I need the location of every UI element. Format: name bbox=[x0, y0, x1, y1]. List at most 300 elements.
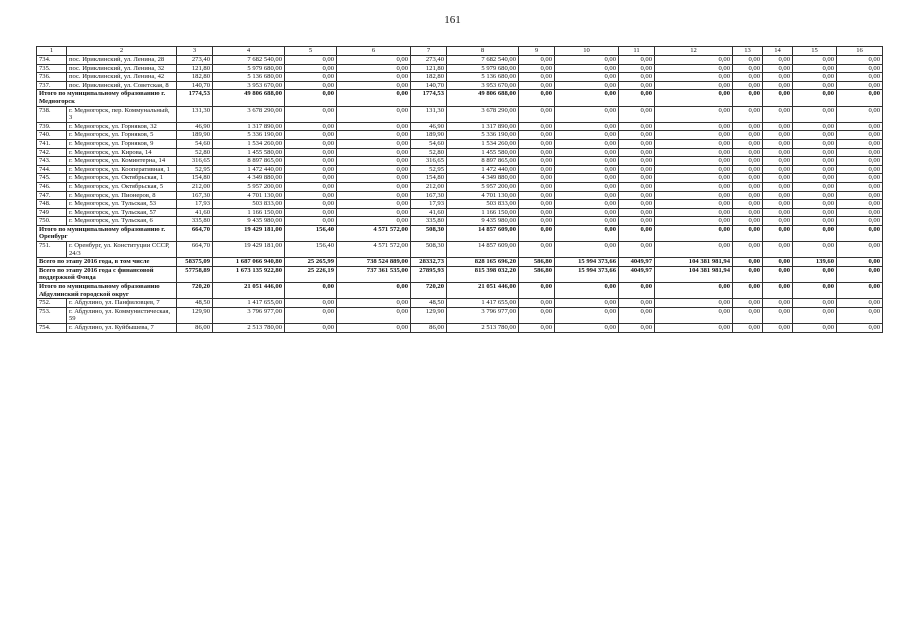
table-cell: 0,00 bbox=[337, 64, 411, 73]
table-cell: 0,00 bbox=[733, 266, 763, 282]
table-cell: 129,90 bbox=[177, 307, 213, 323]
table-cell: 0,00 bbox=[519, 73, 555, 82]
table-cell: 1 317 890,00 bbox=[213, 122, 285, 131]
table-cell: 0,00 bbox=[793, 106, 837, 122]
table-cell: 0,00 bbox=[285, 324, 337, 333]
column-number: 1 bbox=[37, 47, 67, 56]
table-cell: 0,00 bbox=[733, 283, 763, 299]
table-cell: 27895,93 bbox=[411, 266, 447, 282]
table-cell: 0,00 bbox=[837, 217, 883, 226]
table-cell: 0,00 bbox=[793, 324, 837, 333]
table-cell: 0,00 bbox=[285, 299, 337, 308]
row-number: 750. bbox=[37, 217, 67, 226]
table-cell: 129,90 bbox=[411, 307, 447, 323]
table-cell: 0,00 bbox=[655, 122, 733, 131]
table-cell: 0,00 bbox=[519, 90, 555, 106]
table-cell: 0,00 bbox=[337, 139, 411, 148]
column-number: 12 bbox=[655, 47, 733, 56]
column-number: 5 bbox=[285, 47, 337, 56]
row-number: 744. bbox=[37, 165, 67, 174]
table-cell: 3 953 670,00 bbox=[213, 81, 285, 90]
table-cell: 1774,53 bbox=[411, 90, 447, 106]
table-cell: 0,00 bbox=[337, 182, 411, 191]
table-cell: 0,00 bbox=[555, 157, 619, 166]
table-cell: 0,00 bbox=[555, 73, 619, 82]
table-cell: 154,80 bbox=[411, 174, 447, 183]
table-cell: 0,00 bbox=[285, 148, 337, 157]
table-cell: 8 897 865,00 bbox=[213, 157, 285, 166]
table-cell: 0,00 bbox=[655, 73, 733, 82]
table-cell: 19 429 181,00 bbox=[213, 225, 285, 241]
table-cell: 316,65 bbox=[411, 157, 447, 166]
table-cell: 316,65 bbox=[177, 157, 213, 166]
table-cell: 335,80 bbox=[411, 217, 447, 226]
table-cell: 0,00 bbox=[837, 157, 883, 166]
table-cell: 0,00 bbox=[285, 106, 337, 122]
table-cell: 586,80 bbox=[519, 258, 555, 267]
table-cell: 0,00 bbox=[555, 217, 619, 226]
table-row bbox=[37, 157, 883, 166]
table-cell: 0,00 bbox=[655, 242, 733, 258]
table-cell: 4 571 572,00 bbox=[337, 242, 411, 258]
table-cell: 154,80 bbox=[177, 174, 213, 183]
table-cell: 0,00 bbox=[763, 225, 793, 241]
table-cell: 0,00 bbox=[619, 324, 655, 333]
table-row bbox=[37, 131, 883, 140]
table-cell: 7 682 540,00 bbox=[213, 56, 285, 65]
table-cell: 41,60 bbox=[411, 208, 447, 217]
table-cell: 121,80 bbox=[177, 64, 213, 73]
table-cell: 1 534 260,00 bbox=[447, 139, 519, 148]
table-cell: 57758,89 bbox=[177, 266, 213, 282]
table-cell: 0,00 bbox=[655, 191, 733, 200]
table-cell: 8 897 865,00 bbox=[447, 157, 519, 166]
table-cell: 0,00 bbox=[519, 182, 555, 191]
table-cell: 5 136 680,00 bbox=[447, 73, 519, 82]
table-cell: 0,00 bbox=[793, 208, 837, 217]
address-cell: пос. Ириклинский, ул. Советская, 8 bbox=[67, 81, 177, 90]
total-label: Итого по муниципальному образованию Абдулинский городской округ bbox=[37, 283, 177, 299]
table-cell: 0,00 bbox=[555, 165, 619, 174]
table-row bbox=[37, 56, 883, 65]
address-cell: г. Медногорск, ул. Кирова, 14 bbox=[67, 148, 177, 157]
table-cell: 4049,97 bbox=[619, 258, 655, 267]
table-cell: 0,00 bbox=[655, 148, 733, 157]
table-cell: 0,00 bbox=[793, 200, 837, 209]
table-cell: 0,00 bbox=[555, 122, 619, 131]
table-cell: 25 226,19 bbox=[285, 266, 337, 282]
row-number: 748. bbox=[37, 200, 67, 209]
table-cell: 0,00 bbox=[519, 56, 555, 65]
table-cell: 41,60 bbox=[177, 208, 213, 217]
table-cell: 0,00 bbox=[655, 217, 733, 226]
table-cell: 0,00 bbox=[763, 191, 793, 200]
table-cell: 0,00 bbox=[763, 73, 793, 82]
table-cell: 0,00 bbox=[519, 106, 555, 122]
table-cell: 0,00 bbox=[733, 56, 763, 65]
table-cell: 0,00 bbox=[655, 90, 733, 106]
table-cell: 0,00 bbox=[285, 122, 337, 131]
table-cell: 0,00 bbox=[793, 131, 837, 140]
address-cell: г. Абдулино, ул. Куйбышева, 7 bbox=[67, 324, 177, 333]
table-cell: 0,00 bbox=[285, 182, 337, 191]
row-number: 754. bbox=[37, 324, 67, 333]
table-cell: 0,00 bbox=[619, 174, 655, 183]
table-cell: 1 417 655,00 bbox=[213, 299, 285, 308]
table-cell: 3 796 977,00 bbox=[213, 307, 285, 323]
table-cell: 140,70 bbox=[177, 81, 213, 90]
table-cell: 58375,09 bbox=[177, 258, 213, 267]
table-row bbox=[37, 191, 883, 200]
table-cell: 0,00 bbox=[793, 81, 837, 90]
table-cell: 335,80 bbox=[177, 217, 213, 226]
table-cell: 182,80 bbox=[177, 73, 213, 82]
table-cell: 0,00 bbox=[519, 174, 555, 183]
table-cell: 156,40 bbox=[285, 225, 337, 241]
table-cell: 19 429 181,00 bbox=[213, 242, 285, 258]
table-cell: 508,30 bbox=[411, 242, 447, 258]
table-cell: 0,00 bbox=[763, 148, 793, 157]
table-row bbox=[37, 242, 883, 258]
table-cell: 21 051 446,00 bbox=[213, 283, 285, 299]
column-number: 15 bbox=[793, 47, 837, 56]
table-cell: 0,00 bbox=[733, 131, 763, 140]
table-cell: 52,80 bbox=[411, 148, 447, 157]
table-row bbox=[37, 307, 883, 323]
address-cell: г. Абдулино, ул. Панфиловцев, 7 bbox=[67, 299, 177, 308]
table-cell: 9 435 980,00 bbox=[447, 217, 519, 226]
table-cell: 86,00 bbox=[177, 324, 213, 333]
table-cell: 503 833,00 bbox=[447, 200, 519, 209]
table-cell: 0,00 bbox=[519, 217, 555, 226]
table-cell: 0,00 bbox=[285, 64, 337, 73]
table-cell: 0,00 bbox=[519, 307, 555, 323]
table-cell: 0,00 bbox=[837, 139, 883, 148]
table-cell: 0,00 bbox=[655, 64, 733, 73]
table-cell: 0,00 bbox=[655, 182, 733, 191]
table-cell: 0,00 bbox=[837, 307, 883, 323]
total-row bbox=[37, 225, 883, 241]
table-cell: 0,00 bbox=[519, 139, 555, 148]
table-cell: 1 417 655,00 bbox=[447, 299, 519, 308]
table-cell: 25 265,99 bbox=[285, 258, 337, 267]
table-cell: 0,00 bbox=[837, 324, 883, 333]
table-cell: 664,70 bbox=[177, 242, 213, 258]
table-cell: 4 701 130,00 bbox=[447, 191, 519, 200]
table-cell: 4049,97 bbox=[619, 266, 655, 282]
table-cell: 131,30 bbox=[177, 106, 213, 122]
table-cell: 738 524 889,00 bbox=[337, 258, 411, 267]
table-cell: 0,00 bbox=[619, 73, 655, 82]
table-cell: 0,00 bbox=[285, 191, 337, 200]
table-cell: 3 953 670,00 bbox=[447, 81, 519, 90]
table-cell: 0,00 bbox=[619, 191, 655, 200]
table-cell: 0,00 bbox=[837, 208, 883, 217]
table-cell: 140,70 bbox=[411, 81, 447, 90]
table-cell: 3 678 290,00 bbox=[213, 106, 285, 122]
table-cell: 0,00 bbox=[337, 307, 411, 323]
table-cell: 0,00 bbox=[285, 200, 337, 209]
table-cell: 0,00 bbox=[655, 56, 733, 65]
table-cell: 0,00 bbox=[337, 200, 411, 209]
column-number: 3 bbox=[177, 47, 213, 56]
table-cell: 0,00 bbox=[619, 165, 655, 174]
table-cell: 0,00 bbox=[763, 165, 793, 174]
table-cell: 1 166 150,00 bbox=[447, 208, 519, 217]
table-cell: 0,00 bbox=[733, 242, 763, 258]
table-cell: 1 455 580,00 bbox=[447, 148, 519, 157]
table-cell: 0,00 bbox=[619, 200, 655, 209]
column-number: 11 bbox=[619, 47, 655, 56]
table-cell: 0,00 bbox=[555, 307, 619, 323]
table-cell: 0,00 bbox=[763, 283, 793, 299]
table-cell: 0,00 bbox=[793, 157, 837, 166]
table-cell: 5 136 680,00 bbox=[213, 73, 285, 82]
table-cell: 0,00 bbox=[555, 299, 619, 308]
table-cell: 0,00 bbox=[519, 225, 555, 241]
table-cell: 0,00 bbox=[619, 81, 655, 90]
table-cell: 0,00 bbox=[793, 307, 837, 323]
table-cell: 2 513 780,00 bbox=[213, 324, 285, 333]
table-cell: 0,00 bbox=[337, 122, 411, 131]
table-cell: 0,00 bbox=[655, 139, 733, 148]
table-cell: 0,00 bbox=[837, 64, 883, 73]
row-number: 743. bbox=[37, 157, 67, 166]
table-cell: 54,60 bbox=[177, 139, 213, 148]
table-cell: 0,00 bbox=[519, 148, 555, 157]
column-number-row bbox=[37, 47, 883, 56]
table-cell: 0,00 bbox=[619, 242, 655, 258]
table-cell: 0,00 bbox=[555, 90, 619, 106]
table-cell: 0,00 bbox=[837, 283, 883, 299]
table-cell: 0,00 bbox=[837, 242, 883, 258]
table-cell: 0,00 bbox=[655, 283, 733, 299]
table-cell: 0,00 bbox=[763, 81, 793, 90]
total-label: Итого по муниципальному образованию г. Медногорск bbox=[37, 90, 177, 106]
register-table bbox=[36, 46, 883, 333]
table-cell: 0,00 bbox=[837, 122, 883, 131]
address-cell: г. Медногорск, ул. Тульская, 53 bbox=[67, 200, 177, 209]
table-row bbox=[37, 64, 883, 73]
table-cell: 0,00 bbox=[285, 157, 337, 166]
table-cell: 0,00 bbox=[655, 165, 733, 174]
table-cell: 0,00 bbox=[655, 106, 733, 122]
table-cell: 1 687 066 940,80 bbox=[213, 258, 285, 267]
table-cell: 0,00 bbox=[837, 258, 883, 267]
address-cell: г. Абдулино, ул. Коммунистическая, 59 bbox=[67, 307, 177, 323]
total-row bbox=[37, 283, 883, 299]
table-cell: 49 806 688,00 bbox=[213, 90, 285, 106]
table-row bbox=[37, 182, 883, 191]
table-cell: 0,00 bbox=[337, 208, 411, 217]
table-cell: 52,95 bbox=[411, 165, 447, 174]
table-row bbox=[37, 299, 883, 308]
address-cell: пос. Ириклинский, ул. Ленина, 42 bbox=[67, 73, 177, 82]
table-row bbox=[37, 122, 883, 131]
column-number: 10 bbox=[555, 47, 619, 56]
table-cell: 5 957 200,00 bbox=[447, 182, 519, 191]
table-cell: 0,00 bbox=[337, 299, 411, 308]
address-cell: г. Медногорск, ул. Октябрьская, 1 bbox=[67, 174, 177, 183]
table-cell: 0,00 bbox=[837, 106, 883, 122]
table-row bbox=[37, 217, 883, 226]
table-cell: 0,00 bbox=[655, 208, 733, 217]
table-cell: 4 571 572,00 bbox=[337, 225, 411, 241]
row-number: 736. bbox=[37, 73, 67, 82]
table-cell: 46,90 bbox=[177, 122, 213, 131]
table-cell: 0,00 bbox=[793, 165, 837, 174]
table-cell: 0,00 bbox=[285, 283, 337, 299]
table-cell: 720,20 bbox=[411, 283, 447, 299]
row-number: 742. bbox=[37, 148, 67, 157]
table-cell: 1774,53 bbox=[177, 90, 213, 106]
table-cell: 0,00 bbox=[655, 81, 733, 90]
table-cell: 0,00 bbox=[763, 122, 793, 131]
table-row bbox=[37, 208, 883, 217]
table-cell: 0,00 bbox=[619, 217, 655, 226]
table-cell: 0,00 bbox=[733, 106, 763, 122]
table-cell: 167,30 bbox=[177, 191, 213, 200]
table-cell: 0,00 bbox=[555, 182, 619, 191]
address-cell: г. Медногорск, ул. Пионеров, 8 bbox=[67, 191, 177, 200]
table-cell: 0,00 bbox=[519, 157, 555, 166]
table-cell: 0,00 bbox=[733, 200, 763, 209]
table-cell: 17,93 bbox=[177, 200, 213, 209]
table-cell: 0,00 bbox=[555, 131, 619, 140]
row-number: 741. bbox=[37, 139, 67, 148]
table-cell: 0,00 bbox=[555, 324, 619, 333]
table-cell: 0,00 bbox=[733, 64, 763, 73]
table-cell: 0,00 bbox=[285, 165, 337, 174]
table-cell: 0,00 bbox=[655, 200, 733, 209]
table-cell: 0,00 bbox=[619, 122, 655, 131]
table-cell: 0,00 bbox=[837, 174, 883, 183]
column-number: 9 bbox=[519, 47, 555, 56]
table-cell: 0,00 bbox=[337, 174, 411, 183]
table-cell: 0,00 bbox=[837, 299, 883, 308]
table-cell: 0,00 bbox=[619, 283, 655, 299]
table-cell: 0,00 bbox=[837, 191, 883, 200]
table-row bbox=[37, 200, 883, 209]
table-cell: 0,00 bbox=[619, 106, 655, 122]
table-cell: 0,00 bbox=[619, 64, 655, 73]
total-label: Всего по этапу 2016 года, в том числе bbox=[37, 258, 177, 267]
table-cell: 0,00 bbox=[763, 242, 793, 258]
table-cell: 0,00 bbox=[519, 191, 555, 200]
table-cell: 0,00 bbox=[733, 299, 763, 308]
table-cell: 0,00 bbox=[733, 208, 763, 217]
total-label: Всего по этапу 2016 года с финансовой поддержкой Фонда bbox=[37, 266, 177, 282]
table-cell: 189,90 bbox=[411, 131, 447, 140]
table-cell: 0,00 bbox=[337, 90, 411, 106]
table-cell: 2 513 780,00 bbox=[447, 324, 519, 333]
row-number: 753. bbox=[37, 307, 67, 323]
table-cell: 0,00 bbox=[337, 191, 411, 200]
address-cell: г. Медногорск, ул. Коминтерна, 14 bbox=[67, 157, 177, 166]
table-cell: 1 166 150,00 bbox=[213, 208, 285, 217]
table-cell: 0,00 bbox=[793, 182, 837, 191]
table-cell: 182,80 bbox=[411, 73, 447, 82]
table-cell: 28332,73 bbox=[411, 258, 447, 267]
table-cell: 0,00 bbox=[763, 106, 793, 122]
table-cell: 0,00 bbox=[519, 165, 555, 174]
table-row bbox=[37, 148, 883, 157]
table-cell: 1 455 580,00 bbox=[213, 148, 285, 157]
table-cell: 0,00 bbox=[763, 90, 793, 106]
table-cell: 0,00 bbox=[337, 81, 411, 90]
table-row bbox=[37, 139, 883, 148]
table-cell: 0,00 bbox=[655, 157, 733, 166]
table-cell: 0,00 bbox=[285, 131, 337, 140]
table-cell: 0,00 bbox=[793, 148, 837, 157]
table-cell: 0,00 bbox=[655, 174, 733, 183]
table-cell: 0,00 bbox=[655, 324, 733, 333]
table-cell: 720,20 bbox=[177, 283, 213, 299]
table-cell: 1 317 890,00 bbox=[447, 122, 519, 131]
table-cell: 5 979 680,00 bbox=[213, 64, 285, 73]
table-cell: 0,00 bbox=[555, 242, 619, 258]
table-cell: 0,00 bbox=[519, 131, 555, 140]
table-cell: 0,00 bbox=[519, 242, 555, 258]
table-cell: 0,00 bbox=[793, 242, 837, 258]
table-row bbox=[37, 73, 883, 82]
table-cell: 0,00 bbox=[285, 81, 337, 90]
table-cell: 0,00 bbox=[837, 131, 883, 140]
table-cell: 0,00 bbox=[763, 217, 793, 226]
table-cell: 0,00 bbox=[793, 225, 837, 241]
table-cell: 0,00 bbox=[519, 283, 555, 299]
table-cell: 0,00 bbox=[837, 165, 883, 174]
table-cell: 0,00 bbox=[555, 283, 619, 299]
table-cell: 4 349 880,00 bbox=[213, 174, 285, 183]
table-cell: 0,00 bbox=[519, 299, 555, 308]
table-cell: 86,00 bbox=[411, 324, 447, 333]
column-number: 2 bbox=[67, 47, 177, 56]
address-cell: г. Оренбург, ул. Конституции СССР, 24/3 bbox=[67, 242, 177, 258]
table-cell: 0,00 bbox=[337, 73, 411, 82]
table-cell: 0,00 bbox=[555, 139, 619, 148]
table-cell: 0,00 bbox=[555, 174, 619, 183]
table-cell: 0,00 bbox=[763, 299, 793, 308]
table-cell: 0,00 bbox=[837, 56, 883, 65]
table-cell: 0,00 bbox=[619, 225, 655, 241]
table-cell: 0,00 bbox=[285, 307, 337, 323]
table-cell: 48,50 bbox=[411, 299, 447, 308]
table-cell: 14 857 609,00 bbox=[447, 225, 519, 241]
table-cell: 0,00 bbox=[555, 148, 619, 157]
table-cell: 0,00 bbox=[793, 90, 837, 106]
table-cell: 0,00 bbox=[763, 200, 793, 209]
table-row bbox=[37, 174, 883, 183]
table-cell: 0,00 bbox=[733, 122, 763, 131]
row-number: 739. bbox=[37, 122, 67, 131]
table-cell: 0,00 bbox=[285, 90, 337, 106]
table-cell: 121,80 bbox=[411, 64, 447, 73]
table-row bbox=[37, 324, 883, 333]
table-cell: 0,00 bbox=[285, 56, 337, 65]
table-cell: 46,90 bbox=[411, 122, 447, 131]
table-cell: 0,00 bbox=[837, 73, 883, 82]
table-cell: 0,00 bbox=[285, 139, 337, 148]
address-cell: г. Медногорск, пер. Коммунальный, 3 bbox=[67, 106, 177, 122]
table-cell: 3 678 290,00 bbox=[447, 106, 519, 122]
table-cell: 0,00 bbox=[763, 139, 793, 148]
table-cell: 0,00 bbox=[519, 122, 555, 131]
address-cell: г. Медногорск, ул. Горняков, 32 bbox=[67, 122, 177, 131]
table-cell: 0,00 bbox=[285, 174, 337, 183]
table-cell: 104 381 981,94 bbox=[655, 258, 733, 267]
table-cell: 5 336 190,00 bbox=[447, 131, 519, 140]
